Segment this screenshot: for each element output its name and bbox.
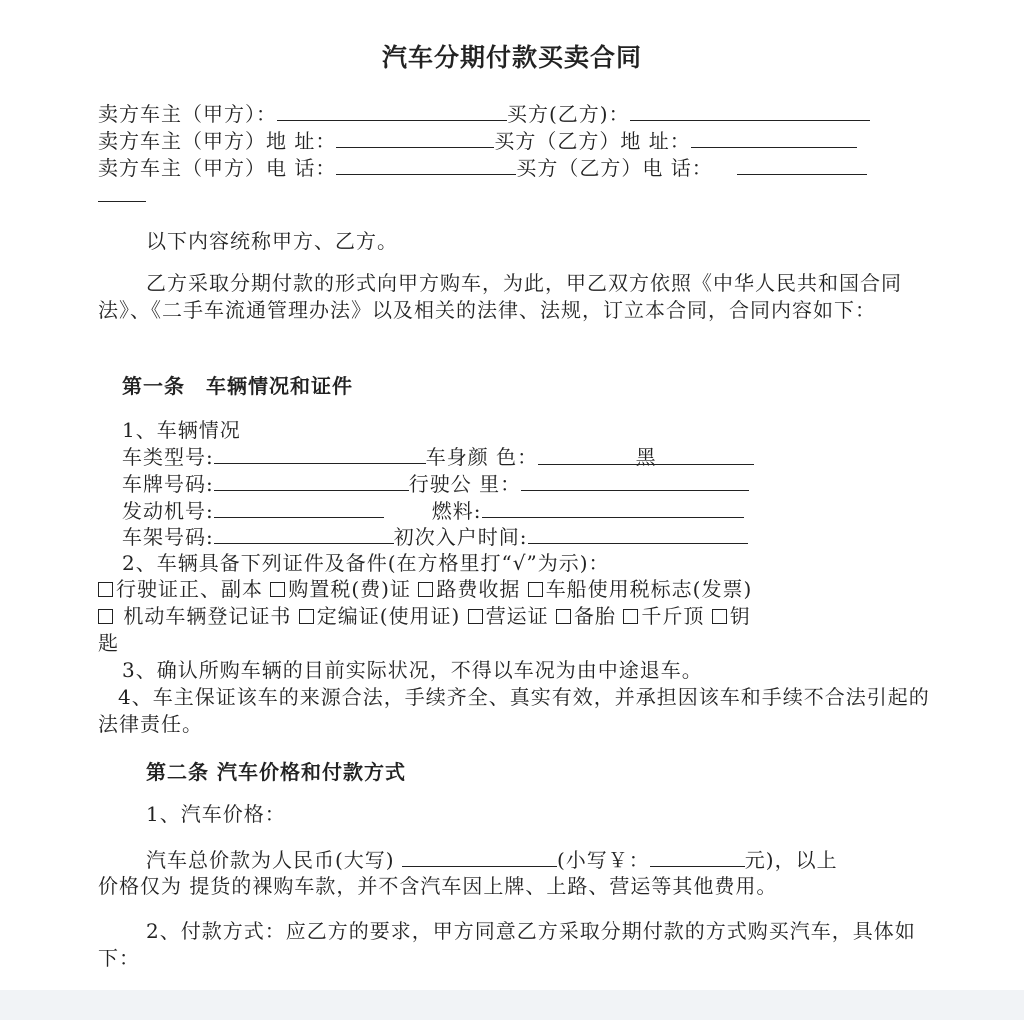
seller-addr-blank[interactable]: [336, 127, 494, 148]
buyer-tel-blank[interactable]: [737, 154, 867, 175]
price-line-2: 价格仅为 提货的裸购车款，并不含汽车因上牌、上路、营运等其他费用。: [98, 874, 778, 898]
checkbox-item[interactable]: [712, 604, 751, 628]
price-sub: 1、汽车价格：: [146, 802, 286, 826]
mileage-blank[interactable]: [521, 470, 749, 491]
checkbox-label: 营运证: [485, 604, 549, 628]
checkbox-label: 路费收据: [436, 577, 521, 601]
price-uppercase-blank[interactable]: [402, 846, 557, 867]
checkbox[interactable]: [299, 609, 314, 624]
checkbox[interactable]: [468, 609, 483, 624]
vehicle-info-sub: 1、车辆情况: [122, 418, 241, 442]
color-field[interactable]: [538, 444, 754, 469]
buyer-addr-blank[interactable]: [691, 127, 857, 148]
register-label: 初次入户时间:: [393, 525, 528, 549]
checkbox-item[interactable]: [623, 604, 704, 628]
phone-wrap: [98, 181, 146, 208]
checkbox[interactable]: [528, 582, 543, 597]
plate-mileage-line: [122, 470, 749, 497]
fuel-label: 燃料:: [431, 499, 482, 523]
buyer-tel-label: 买方（乙方）电 话：: [516, 156, 713, 180]
mileage-label: 行驶公 里：: [408, 472, 522, 496]
checkbox-label: 机动车辆登记证书: [123, 604, 292, 628]
plate-label: 车牌号码:: [122, 472, 214, 496]
checkbox-label: 钥: [729, 604, 751, 628]
checkbox[interactable]: [418, 582, 433, 597]
register-blank[interactable]: [528, 523, 748, 544]
checkbox-label: 购置税(费)证: [288, 577, 411, 601]
model-color-line: [122, 443, 754, 470]
color-value: 黑: [635, 445, 657, 469]
documents-sub: 2、车辆具备下列证件及备件(在方格里打“√”为示)：: [122, 551, 610, 575]
color-label: 车身颜 色：: [425, 445, 539, 469]
engine-fuel-line: [122, 497, 744, 524]
price-line: [146, 846, 838, 873]
checkbox-item[interactable]: [270, 577, 411, 601]
checkbox[interactable]: [270, 582, 285, 597]
address-line: [98, 127, 857, 154]
plate-blank[interactable]: [214, 470, 409, 491]
price-text-c: 元)，以上: [744, 848, 838, 872]
intro-2: 乙方采取分期付款的形式向甲方购车，为此，甲乙双方依照《中华人民共和国合同法》、《二手车流通管理办法》以及相关的法律、法规，订立本合同，合同内容如下：: [98, 271, 902, 322]
seller-blank[interactable]: [277, 100, 507, 121]
seller-tel-blank[interactable]: [336, 154, 516, 175]
model-label: 车类型号:: [122, 445, 214, 469]
model-blank[interactable]: [214, 443, 426, 464]
article-2-heading: 第二条 汽车价格和付款方式: [146, 760, 406, 784]
checkbox-item[interactable]: [418, 577, 520, 601]
payment-method: 2、付款方式：应乙方的要求，甲方同意乙方采取分期付款的方式购买汽车，具体如下：: [98, 919, 916, 970]
documents-row-2: [98, 603, 751, 629]
checkbox-label: 定编证(使用证): [316, 604, 461, 628]
checkbox-label: 备胎: [574, 604, 617, 628]
frame-label: 车架号码:: [122, 525, 214, 549]
seller-addr-label: 卖方车主（甲方）地 址：: [98, 129, 337, 153]
checkbox-item[interactable]: [98, 577, 263, 601]
document-title: 汽车分期付款买卖合同: [381, 43, 642, 72]
intro-1: 以下内容统称甲方、乙方。: [146, 229, 398, 253]
checkbox-label: 行驶证正、副本: [116, 577, 263, 601]
buyer-blank[interactable]: [630, 100, 870, 121]
checkbox[interactable]: [556, 609, 571, 624]
checkbox[interactable]: [623, 609, 638, 624]
engine-label: 发动机号:: [122, 499, 214, 523]
frame-blank[interactable]: [214, 523, 394, 544]
phone-line: [98, 154, 867, 181]
article-1-heading: 第一条 车辆情况和证件: [122, 374, 353, 398]
checkbox-item[interactable]: [556, 604, 616, 628]
checkbox-item[interactable]: [299, 604, 461, 628]
checkbox[interactable]: [98, 582, 113, 597]
article-1-sub-3: 3、确认所购车辆的目前实际状况，不得以车况为由中途退车。: [122, 658, 703, 682]
price-text-a: 汽车总价款为人民币(大写): [146, 848, 395, 872]
checkbox[interactable]: [98, 609, 113, 624]
checkbox-label: 车船使用税标志(发票): [545, 577, 753, 601]
seller-line: [98, 100, 870, 127]
documents-row-1: [98, 576, 752, 602]
fuel-blank[interactable]: [482, 497, 744, 518]
buyer-tel-blank-cont[interactable]: [98, 181, 146, 202]
documents-row-2-wrap: 匙: [98, 631, 119, 655]
buyer-addr-label: 买方（乙方）地 址：: [494, 129, 691, 153]
seller-tel-label: 卖方车主（甲方）电 话：: [98, 156, 337, 180]
checkbox[interactable]: [712, 609, 727, 624]
viewer-footer-bar: [0, 990, 1024, 1020]
engine-blank[interactable]: [214, 497, 384, 518]
checkbox-item[interactable]: [528, 577, 753, 601]
article-1-sub-4: 4、车主保证该车的来源合法，手续齐全、真实有效，并承担因该车和手续不合法引起的法律责任。: [98, 685, 930, 736]
buyer-label: 买方(乙方)：: [507, 102, 630, 126]
seller-label: 卖方车主（甲方）：: [98, 102, 277, 126]
price-lowercase-blank[interactable]: [650, 846, 745, 867]
price-text-b: (小写￥：: [556, 848, 650, 872]
checkbox-label: 千斤顶: [641, 604, 705, 628]
frame-register-line: [122, 523, 748, 550]
checkbox-item[interactable]: [468, 604, 549, 628]
checkbox-item[interactable]: [98, 604, 291, 628]
